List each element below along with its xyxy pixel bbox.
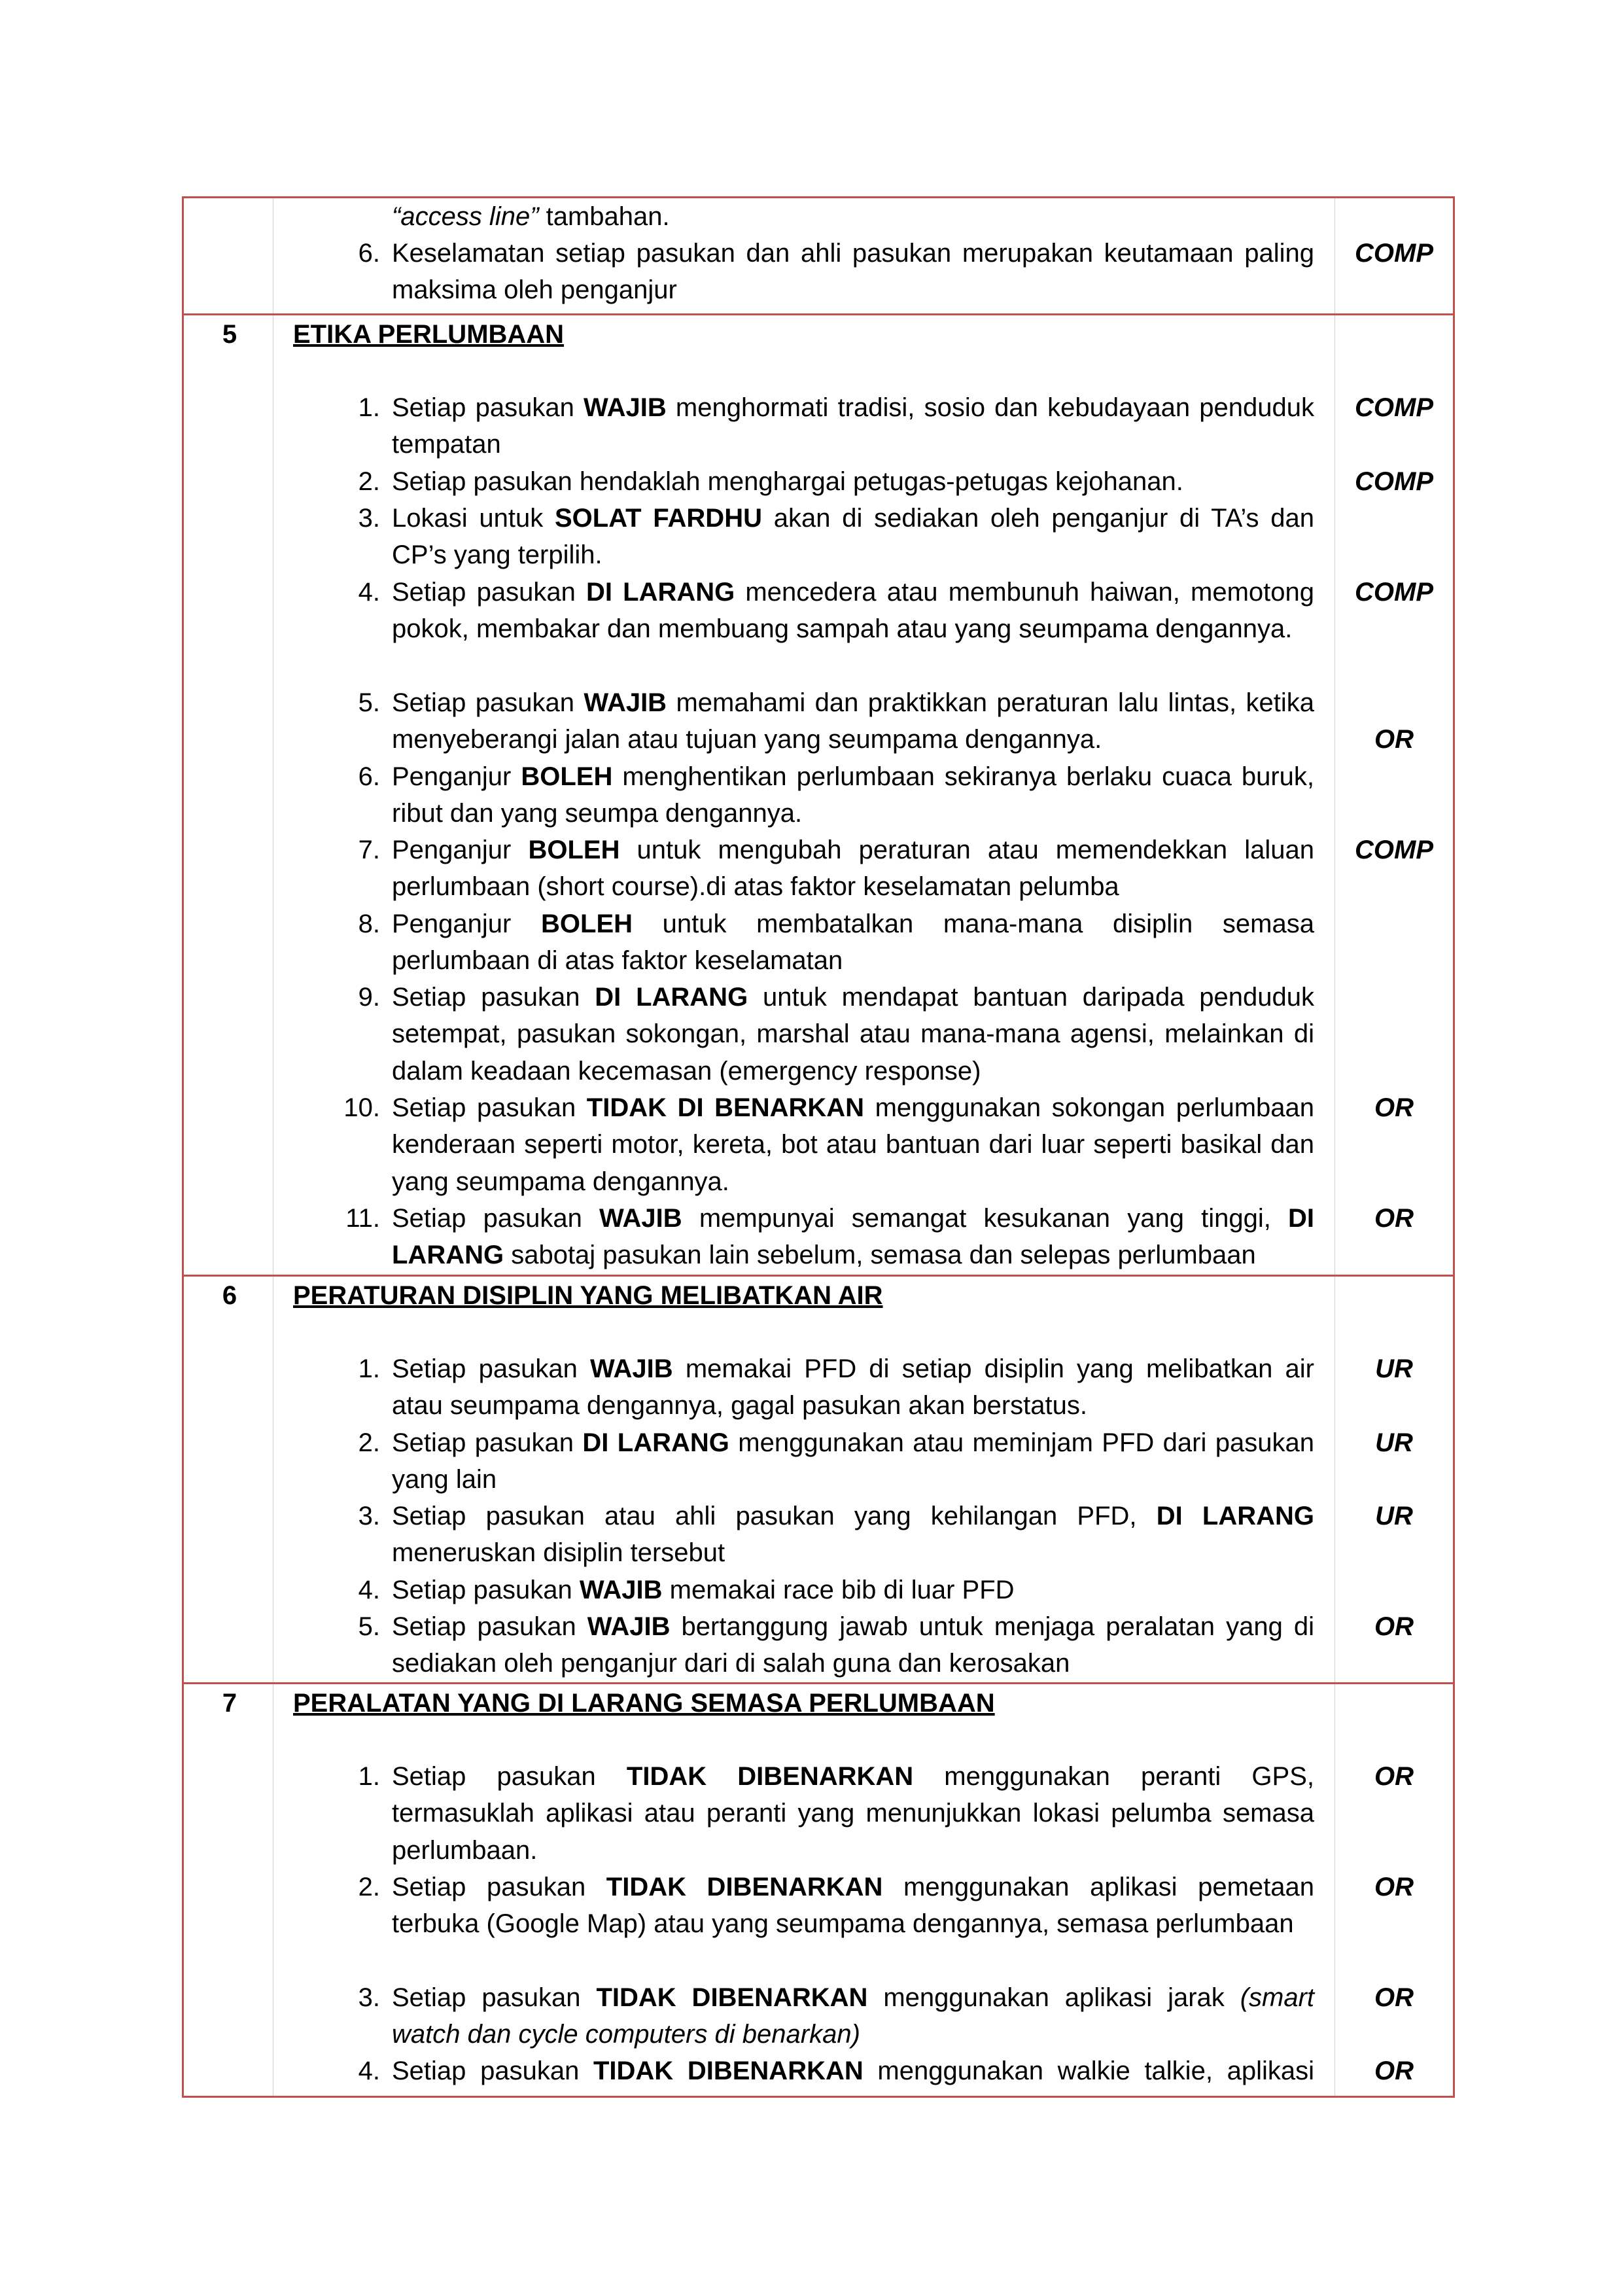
item-text: Setiap pasukan TIDAK DI BENARKAN menggunakan sokongan perlumbaan kenderaan seperti motor, kereta, bot atau bantuan dari luar seperti basikal dan yang seumpama dengannya. [392, 1093, 1314, 1196]
section-number: 7 [222, 1689, 237, 1718]
item-number: 8. [358, 910, 380, 938]
item-text: Penganjur BOLEH untuk mengubah peraturan atau memendekkan laluan perlumbaan (short course).di atas faktor keselamatan pelumba [392, 836, 1315, 902]
item-text: Setiap pasukan DI LARANG untuk mendapat bantuan daripada penduduk setempat, pasukan sokongan, marshal atau mana-mana agensi, melainkan di dalam keadaan kecemasan (emergency response) [392, 983, 1314, 1086]
rule-code: OR [1374, 1762, 1414, 1791]
item-text: “access line” tambahan. [392, 202, 670, 231]
item-number: 1. [358, 393, 380, 422]
section-heading: PERALATAN YANG DI LARANG SEMASA PERLUMBAAN [293, 1689, 995, 1718]
item-number: 3. [358, 504, 380, 533]
item-text: Setiap pasukan TIDAK DIBENARKAN menggunakan walkie talkie, aplikasi [392, 2057, 1314, 2085]
item-text: Setiap pasukan WAJIB memakai race bib di luar PFD [392, 1576, 1015, 1604]
item-text: Setiap pasukan atau ahli pasukan yang kehilangan PFD, DI LARANG meneruskan disiplin tersebut [392, 1502, 1315, 1568]
rule-code: OR [1374, 1204, 1414, 1233]
rule-code: OR [1374, 2057, 1414, 2085]
item-text: Setiap pasukan WAJIB memakai PFD di setiap disiplin yang melibatkan air atau seumpama dengannya, gagal pasukan akan berstatus. [392, 1354, 1314, 1421]
item-text: Setiap pasukan DI LARANG mencedera atau membunuh haiwan, memotong pokok, membakar dan membuang sampah atau yang seumpama dengannya. [392, 578, 1315, 644]
item-number: 6. [358, 762, 380, 791]
item-number: 2. [358, 1428, 380, 1457]
rule-code: OR [1374, 1093, 1414, 1122]
item-text: Setiap pasukan WAJIB menghormati tradisi, sosio dan kebudayaan penduduk tempatan [392, 393, 1314, 459]
rule-code: OR [1374, 1873, 1414, 1901]
item-number: 11. [345, 1204, 380, 1233]
item-text: Setiap pasukan TIDAK DIBENARKAN menggunakan aplikasi jarak (smart watch dan cycle computers di benarkan) [392, 1983, 1315, 2049]
item-text: Lokasi untuk SOLAT FARDHU akan di sediakan oleh penganjur di TA’s dan CP’s yang terpilih. [392, 504, 1315, 570]
row-separator [184, 1682, 1453, 1684]
item-number: 4. [358, 1576, 380, 1604]
row-separator [184, 313, 1453, 315]
item-text: Setiap pasukan DI LARANG menggunakan atau meminjam PFD dari pasukan yang lain [392, 1428, 1314, 1494]
rules-table [182, 196, 1455, 2098]
rule-code: OR [1374, 1983, 1414, 2012]
item-number: 2. [358, 467, 380, 496]
item-number: 3. [358, 1983, 380, 2012]
item-number: 4. [358, 2057, 380, 2085]
item-number: 4. [358, 578, 380, 607]
rule-code: COMP [1355, 836, 1433, 864]
item-text: Setiap pasukan WAJIB mempunyai semangat kesukanan yang tinggi, DI LARANG sabotaj pasukan lain sebelum, semasa dan selepas perlumbaan [392, 1204, 1314, 1270]
rule-code: OR [1374, 725, 1414, 754]
item-number: 3. [358, 1502, 380, 1530]
item-number: 1. [358, 1354, 380, 1383]
item-number: 5. [358, 1612, 380, 1641]
item-number: 6. [358, 239, 380, 268]
section-heading: ETIKA PERLUMBAAN [293, 320, 565, 349]
item-number: 10. [343, 1093, 380, 1122]
row-separator [184, 1275, 1453, 1277]
item-text: Penganjur BOLEH untuk membatalkan mana-mana disiplin semasa perlumbaan di atas faktor keselamatan [392, 910, 1314, 976]
item-number: 9. [358, 983, 380, 1012]
item-text: Setiap pasukan WAJIB memahami dan praktikkan peraturan lalu lintas, ketika menyeberangi jalan atau tujuan yang seumpama dengannya. [392, 688, 1315, 754]
item-text: Setiap pasukan TIDAK DIBENARKAN menggunakan peranti GPS, termasuklah aplikasi atau peranti yang menunjukkan lokasi pelumba semasa perlumbaan. [392, 1762, 1314, 1865]
section-number: 6 [222, 1281, 237, 1310]
item-text: Penganjur BOLEH menghentikan perlumbaan sekiranya berlaku cuaca buruk, ribut dan yang seumpa dengannya. [392, 762, 1314, 828]
section-heading: PERATURAN DISIPLIN YANG MELIBATKAN AIR [293, 1281, 883, 1310]
item-number: 5. [358, 688, 380, 717]
item-text: Setiap pasukan WAJIB bertanggung jawab untuk menjaga peralatan yang di sediakan oleh penganjur dari di salah guna dan kerosakan [392, 1612, 1315, 1678]
rule-code: UR [1375, 1502, 1413, 1530]
rule-code: OR [1374, 1612, 1414, 1641]
rule-code: COMP [1355, 578, 1433, 607]
item-text: Setiap pasukan hendaklah menghargai petugas-petugas kejohanan. [392, 467, 1183, 496]
item-text: Keselamatan setiap pasukan dan ahli pasukan merupakan keutamaan paling maksima oleh penganjur [392, 239, 1314, 305]
rule-code: COMP [1355, 467, 1433, 496]
item-number: 2. [358, 1873, 380, 1901]
section-number: 5 [222, 320, 237, 349]
rule-code: UR [1375, 1428, 1413, 1457]
rule-code: COMP [1355, 239, 1433, 268]
rule-code: COMP [1355, 393, 1433, 422]
item-number: 1. [358, 1762, 380, 1791]
item-number: 7. [358, 836, 380, 864]
rule-code: UR [1375, 1354, 1413, 1383]
item-text: Setiap pasukan TIDAK DIBENARKAN menggunakan aplikasi pemetaan terbuka (Google Map) atau yang seumpama dengannya, semasa perlumbaan [392, 1873, 1314, 1939]
